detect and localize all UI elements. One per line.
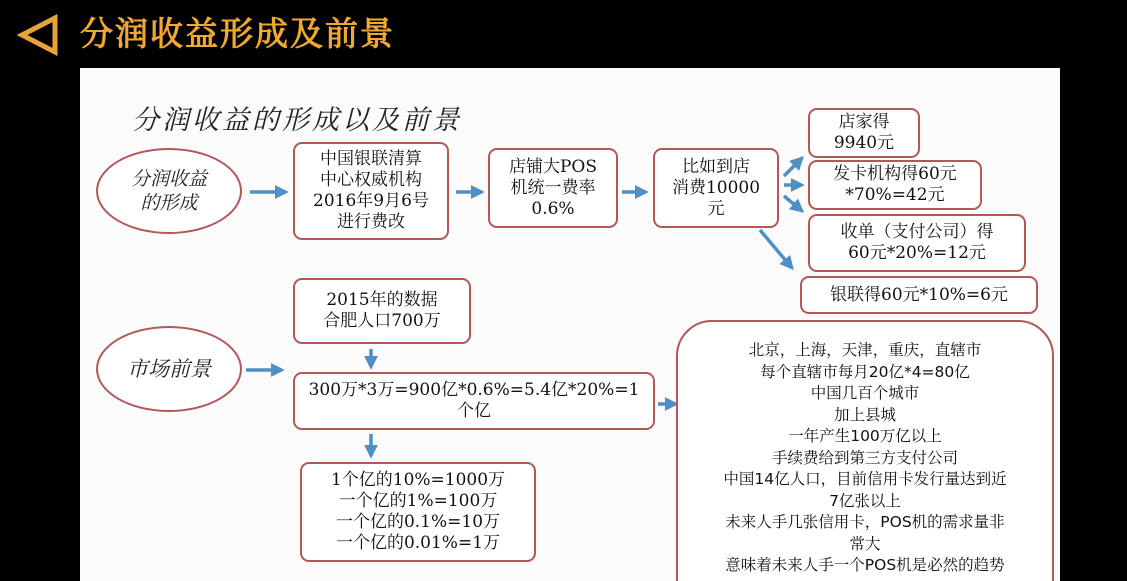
formation-label-line-1: 分润收益 (130, 168, 207, 190)
pos-rate-line-1: 店铺大POS (508, 156, 598, 177)
merchant-line-1: 店家得 (838, 112, 890, 132)
prospect-line-8: 7亿张以上 (829, 491, 901, 510)
unionpay-line-4: 进行费改 (337, 212, 405, 232)
title-bar (0, 0, 1127, 68)
prospect-line-10: 常大 (849, 534, 881, 553)
spend-line-2: 消费10000 (671, 177, 761, 198)
prospect-line-7: 中国14亿人口，目前信用卡发行量达到近 (723, 470, 1007, 488)
percent-line-4: 一个亿的0.01%=1万 (335, 533, 501, 553)
issuer-line-2: *70%=42元 (845, 185, 945, 205)
data-line-1: 2015年的数据 (326, 290, 438, 310)
formation-label (96, 148, 242, 234)
slide-title: 分润收益形成及前景 (80, 14, 395, 53)
arrow-spend-to-merchant (784, 158, 802, 176)
issuer-line-1: 发卡机构得60元 (833, 164, 957, 184)
data-box (293, 278, 471, 344)
prospect-line-11: 意味着未来人手一个POS机是必然的趋势 (725, 556, 1005, 574)
prospect-box (676, 320, 1054, 581)
spend-line-3: 元 (707, 198, 725, 219)
percent-line-3: 一个亿的0.1%=10万 (335, 512, 501, 532)
spend-line-1: 比如到店 (682, 156, 750, 177)
calc-line-2: 个亿 (457, 401, 491, 421)
prospect-line-6: 手续费给到第三方支付公司 (771, 448, 958, 467)
unionpay-share-box (800, 276, 1038, 314)
issuer-box (808, 160, 982, 210)
diagram-heading: 分润收益的形成以及前景 (132, 105, 462, 136)
prospect-line-3: 中国几百个城市 (810, 384, 920, 402)
unionpay-line-1: 中国银联清算 (320, 149, 422, 169)
prospect-line-2: 每个直辖市每月20亿*4=80亿 (760, 362, 970, 381)
percent-line-1: 1个亿的10%=1000万 (330, 470, 506, 490)
spend-box (653, 148, 779, 228)
prospect-line-9: 未来人手几张信用卡，POS机的需求量非 (725, 513, 1005, 531)
unionpay-line-3: 2016年9月6号 (313, 191, 429, 211)
triangle-back-icon (17, 14, 59, 56)
arrow-spend-to-acquirer (784, 196, 802, 211)
acquirer-line-2: 60元*20%=12元 (848, 243, 986, 263)
pos-rate-line-2: 机统一费率 (510, 177, 596, 198)
market-label-text: 市场前景 (127, 357, 211, 381)
acquirer-line-1: 收单（支付公司）得 (840, 222, 994, 242)
calc-line-1: 300万*3万=900亿*0.6%=5.4亿*20%=1 (308, 380, 640, 400)
pos-rate-line-3: 0.6% (531, 198, 575, 219)
calc-box (293, 372, 655, 430)
unionpay-line-2: 中心权威机构 (320, 170, 422, 190)
prospect-line-4: 加上县城 (833, 405, 896, 424)
data-line-2: 合肥人口700万 (323, 311, 441, 331)
merchant-box (808, 108, 920, 158)
market-label (96, 326, 242, 412)
diagram-panel (80, 68, 1060, 581)
acquirer-box (808, 214, 1026, 272)
pos-rate-box (488, 148, 618, 228)
percent-box (300, 462, 536, 562)
unionpay-box (293, 142, 449, 240)
percent-line-2: 一个亿的1%=100万 (338, 491, 498, 511)
prospect-line-5: 一年产生100万亿以上 (788, 427, 942, 445)
merchant-line-2: 9940元 (833, 133, 895, 153)
unionpay-share-line-1: 银联得60元*10%=6元 (830, 284, 1008, 305)
formation-label-line-2: 的形成 (140, 192, 198, 214)
prospect-line-1: 北京，上海，天津，重庆，直辖市 (748, 341, 982, 359)
arrow-spend-to-unionpay-share (760, 230, 792, 268)
